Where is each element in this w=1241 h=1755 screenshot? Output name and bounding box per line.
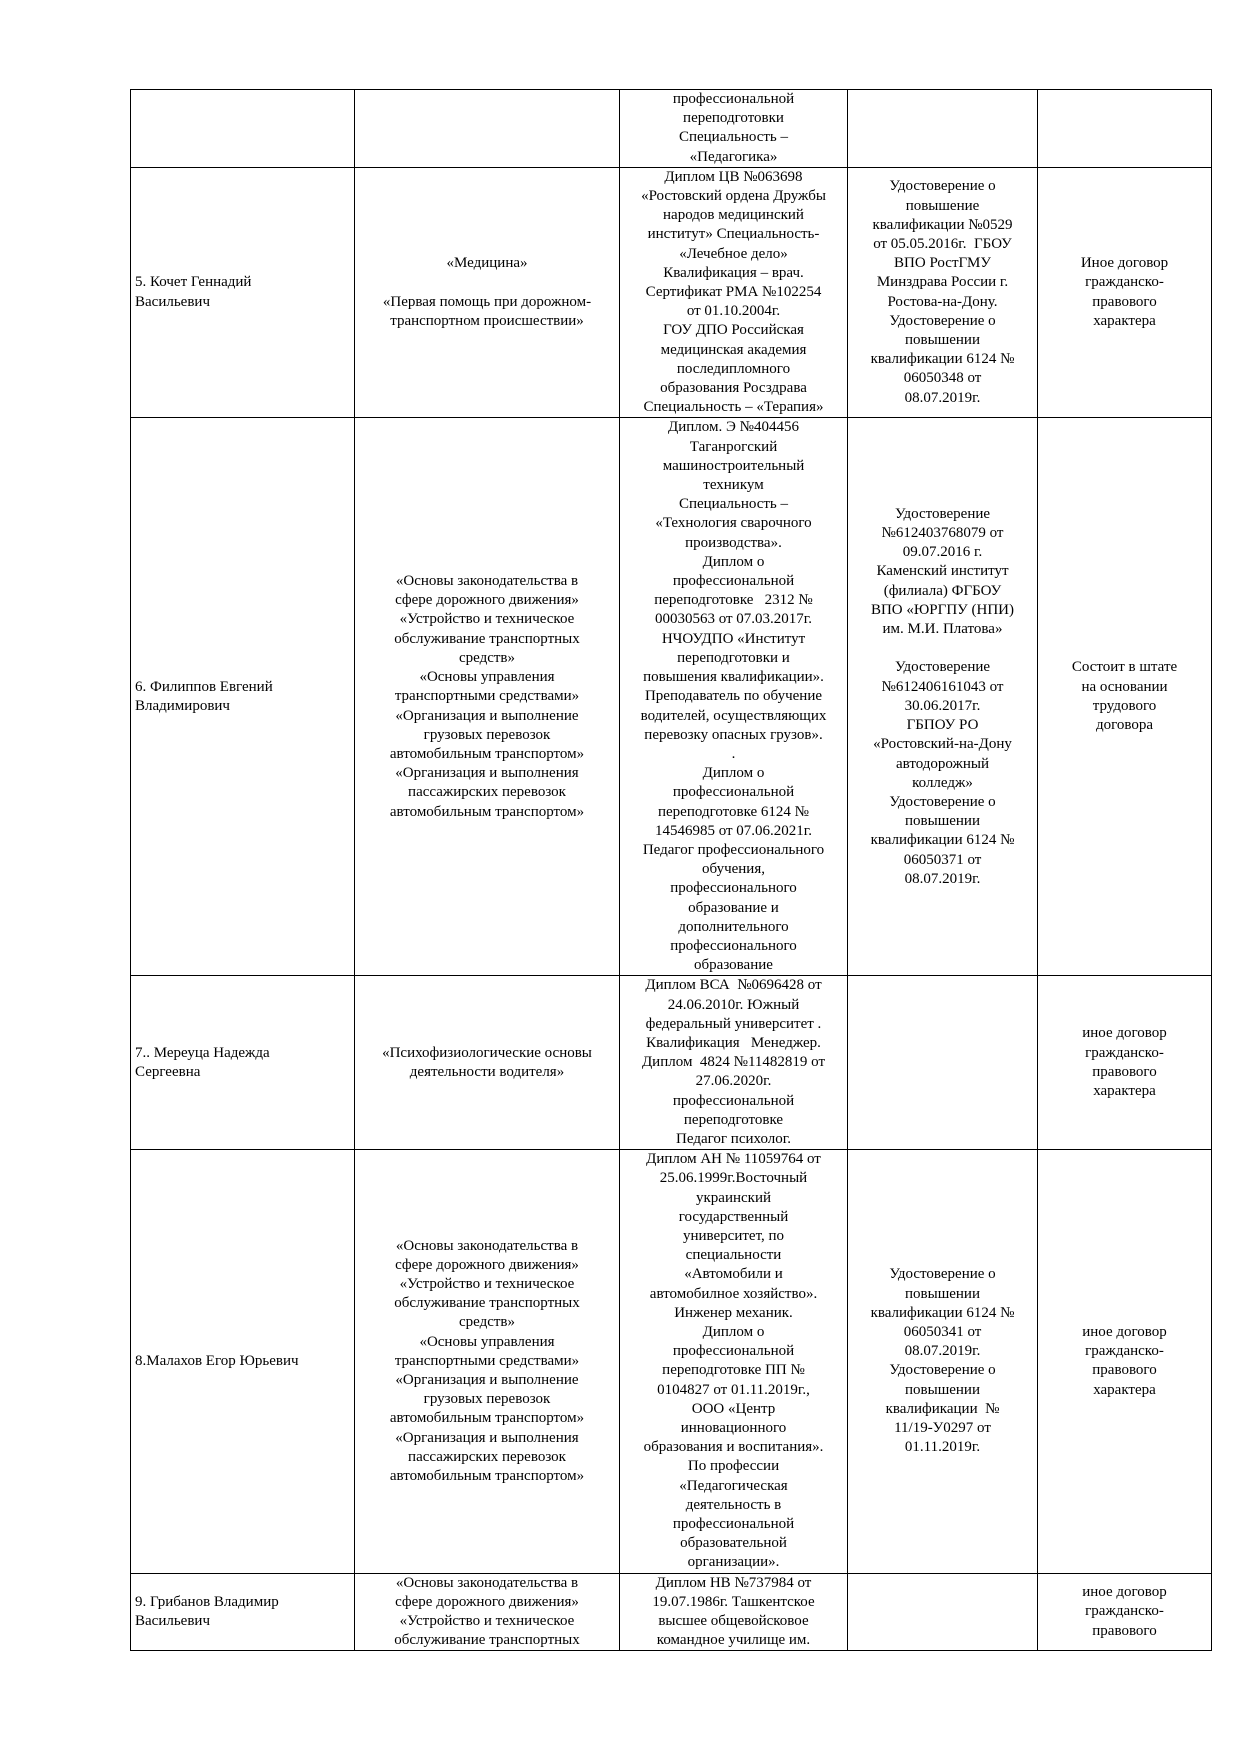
cell-text-line: 08.07.2019г.: [904, 870, 981, 887]
cell-text-line: правового: [1092, 1622, 1157, 1639]
cell-text-line: «Основы управления: [419, 669, 555, 686]
cell-text-line: гражданско-: [1085, 1343, 1164, 1360]
cell-text-line: федеральный университет .: [645, 1015, 822, 1032]
cell-text-line: профессиональной: [672, 784, 795, 801]
cell-text-line: автомобильным транспортом»: [389, 803, 585, 820]
cell-text-line: обслуживание транспортных: [394, 1295, 580, 1312]
cell-text-line: автомобилное хозяйство».: [649, 1285, 818, 1302]
cell-text-line: транспортными средствами»: [394, 1352, 580, 1369]
cell-text-line: на основании: [1081, 678, 1168, 695]
cell-text-line: 06050348 от: [903, 370, 982, 387]
cell-text-line: «Психофизиологические основы: [382, 1044, 592, 1061]
employment-cell: [1038, 90, 1212, 168]
cell-text-line: Васильевич: [135, 1613, 210, 1630]
cell-text-line: Педагог профессионального: [642, 841, 825, 858]
cell-text-line: 7.. Мереуца Надежда: [135, 1044, 270, 1061]
cell-text-line: профессионального: [670, 937, 797, 954]
cell-text-line: Преподаватель по обучение: [644, 688, 823, 705]
cell-text-line: образования Росздрава: [660, 380, 807, 397]
cell-text-line: Ростова-на-Дону.: [887, 293, 998, 310]
cell-text-line: повышении: [905, 813, 980, 830]
education-cell: [620, 90, 848, 168]
cell-text-line: 08.07.2019г.: [904, 389, 981, 406]
cell-text-line: образование: [694, 957, 773, 974]
cell-text-line: «Организация и выполнение: [395, 707, 579, 724]
cell-text-line: №612406161043 от: [881, 678, 1004, 695]
cell-text-line: Специальность –: [678, 129, 789, 146]
education-cell: [620, 1150, 848, 1573]
cell-text-line: переподготовки и: [677, 649, 790, 666]
cell-text-line: «Педагогическая: [679, 1477, 788, 1494]
cell-text-line: Состоит в штате: [1071, 659, 1178, 676]
cell-text-line: квалификации №: [885, 1400, 1000, 1417]
teacher-name-cell: [131, 418, 355, 976]
cell-text-line: сфере дорожного движения»: [395, 1593, 579, 1610]
cell-text-line: перевозку опасных грузов».: [644, 726, 823, 743]
cell-text-line: Удостоверение о: [889, 1362, 996, 1379]
cell-text-line: ВПО РостГМУ: [894, 255, 991, 272]
cell-text-line: пассажирских перевозок: [408, 1448, 566, 1465]
cell-text-line: Диплом о: [702, 765, 765, 782]
cell-text-line: Удостоверение о: [889, 1266, 996, 1283]
subjects-cell: [355, 976, 620, 1150]
cell-text-line: «Устройство и техническое: [399, 1613, 575, 1630]
cell-text-line: 8.Малахов Егор Юрьевич: [135, 1352, 299, 1369]
cell-text-line: транспортными средствами»: [394, 688, 580, 705]
cell-text-line: переподготовке 6124 №: [658, 803, 809, 820]
teacher-name-cell: [131, 167, 355, 418]
employment-cell: [1038, 1150, 1212, 1573]
cell-text-line: колледж»: [912, 774, 973, 791]
cell-text-line: водителей, осуществляющих: [640, 707, 827, 724]
cell-text-line: автомобильным транспортом»: [389, 745, 585, 762]
cell-text-line: «Основы законодательства в: [395, 573, 579, 590]
subjects-cell: [355, 1150, 620, 1573]
table-row: [131, 167, 1212, 418]
cell-text-line: Диплом о: [702, 553, 765, 570]
cell-text-line: «Лечебное дело»: [679, 245, 788, 262]
subjects-cell: [355, 90, 620, 168]
cell-text-line: [359, 273, 615, 292]
cell-text-line: переподготовке: [683, 1111, 784, 1128]
qualification-cell: [848, 90, 1038, 168]
cell-text-line: профессиональной: [672, 1516, 795, 1533]
cell-text-line: 09.07.2016 г.: [902, 544, 983, 561]
cell-text-line: сфере дорожного движения»: [395, 1256, 579, 1273]
cell-text-line: иное договор: [1082, 1324, 1167, 1340]
cell-text-line: профессиональной: [672, 1092, 795, 1109]
table-row: [131, 976, 1212, 1150]
cell-text-line: автомобильным транспортом»: [389, 1410, 585, 1427]
cell-text-line: характера: [1093, 312, 1156, 329]
cell-text-line: Иное договор: [1080, 255, 1169, 272]
cell-text-line: правового: [1092, 1063, 1157, 1080]
table-row: [131, 1150, 1212, 1573]
education-cell: [620, 167, 848, 418]
subjects-cell: [355, 418, 620, 976]
cell-text-line: Каменский институт: [876, 563, 1009, 580]
cell-text-line: повышение: [905, 197, 980, 214]
cell-text-line: транспортном происшествии»: [390, 312, 584, 329]
table-row: [131, 90, 1212, 168]
cell-text-line: профессиональной: [672, 91, 795, 107]
cell-text-line: Диплом о: [702, 1324, 765, 1340]
cell-text-line: грузовых перевозок: [423, 1391, 551, 1408]
cell-text-line: 14546985 от 07.06.2021г.: [654, 822, 813, 839]
cell-text-line: 19.07.1986г. Ташкентское: [652, 1593, 815, 1610]
cell-text-line: средств»: [458, 1314, 516, 1331]
cell-text-line: деятельность в: [685, 1496, 782, 1513]
cell-text-line: Диплом АН № 11059764 от: [646, 1151, 821, 1168]
cell-text-line: организации».: [687, 1554, 780, 1571]
cell-text-line: повышении: [905, 1285, 980, 1302]
cell-text-line: 25.06.1999г.Восточный: [659, 1170, 808, 1187]
cell-text-line: обслуживание транспортных: [394, 630, 580, 647]
cell-text-line: Сергеевна: [135, 1063, 201, 1080]
cell-text-line: обучения,: [702, 861, 765, 878]
cell-text-line: «Организация и выполнения: [395, 765, 579, 782]
employment-cell: [1038, 418, 1212, 976]
cell-text-line: Диплом ВСА №0696428 от: [645, 977, 822, 994]
cell-text-line: ГОУ ДПО Российская: [663, 322, 804, 339]
cell-text-line: профессиональной: [672, 1343, 795, 1360]
cell-text-line: профессионального: [670, 880, 797, 897]
cell-text-line: характера: [1093, 1082, 1156, 1099]
cell-text-line: гражданско-: [1085, 1603, 1164, 1620]
cell-text-line: образования и воспитания».: [643, 1439, 824, 1456]
cell-text-line: переподготовке 2312 №: [654, 592, 813, 609]
employment-cell: [1038, 1573, 1212, 1651]
cell-text-line: Диплом. Э №404456: [668, 419, 799, 436]
cell-text-line: [852, 639, 1033, 658]
cell-text-line: от 01.10.2004г.: [686, 303, 781, 320]
cell-text-line: гражданско-: [1085, 1044, 1164, 1061]
cell-text-line: повышения квалификации».: [643, 669, 824, 686]
staff-table: [130, 89, 1212, 1651]
cell-text-line: 11/19-У0297 от: [894, 1420, 991, 1437]
cell-text-line: 24.06.2010г. Южный: [667, 996, 800, 1013]
cell-text-line: ООО «Центр: [691, 1400, 776, 1417]
cell-text-line: образовательной: [680, 1535, 787, 1552]
cell-text-line: Удостоверение о: [889, 178, 996, 195]
cell-text-line: Васильевич: [135, 293, 210, 310]
employment-cell: [1038, 167, 1212, 418]
cell-text-line: Педагог психолог.: [676, 1130, 791, 1147]
cell-text-line: деятельности водителя»: [409, 1063, 565, 1080]
cell-text-line: инновационного: [680, 1420, 787, 1437]
cell-text-line: специальности: [685, 1247, 782, 1264]
table-row: [131, 418, 1212, 976]
cell-text-line: Удостоверение о: [889, 312, 996, 329]
qualification-cell: [848, 418, 1038, 976]
cell-text-line: пассажирских перевозок: [408, 784, 566, 801]
cell-text-line: «Ростовский-на-Дону: [873, 736, 1012, 753]
cell-text-line: средств»: [458, 649, 516, 666]
cell-text-line: образование и: [688, 899, 779, 916]
cell-text-line: «Устройство и техническое: [399, 1275, 575, 1292]
cell-text-line: «Педагогика»: [689, 148, 778, 165]
cell-text-line: «Устройство и техническое: [399, 611, 575, 628]
education-cell: [620, 418, 848, 976]
cell-text-line: Владимирович: [135, 697, 230, 714]
cell-text-line: повышении: [905, 1381, 980, 1398]
cell-text-line: «Организация и выполнения: [395, 1429, 579, 1446]
cell-text-line: Таганрогский: [689, 438, 778, 455]
cell-text-line: народов медицинский: [663, 207, 804, 224]
cell-text-line: повышении: [905, 332, 980, 349]
cell-text-line: институт» Специальность-: [647, 226, 820, 243]
cell-text-line: обслуживание транспортных: [394, 1632, 580, 1649]
cell-text-line: медицинская академия: [660, 341, 807, 358]
cell-text-line: 30.06.2017г.: [904, 697, 981, 714]
cell-text-line: №612403768079 от: [881, 525, 1004, 542]
cell-text-line: им. М.И. Платова»: [882, 621, 1003, 638]
cell-text-line: автодорожный: [895, 755, 990, 772]
cell-text-line: Минздрава России г.: [876, 274, 1009, 291]
cell-text-line: техникум: [703, 477, 764, 494]
cell-text-line: ВПО «ЮРГПУ (НПИ): [870, 601, 1015, 618]
cell-text-line: профессиональной: [672, 573, 795, 590]
cell-text-line: университет, по: [682, 1227, 785, 1244]
cell-text-line: «Основы законодательства в: [395, 1237, 579, 1254]
subjects-cell: [355, 167, 620, 418]
cell-text-line: Диплом НВ №737984 от: [655, 1574, 812, 1591]
cell-text-line: машиностроительный: [662, 457, 805, 474]
cell-text-line: грузовых перевозок: [423, 726, 551, 743]
cell-text-line: Диплом 4824 №11482819 от: [641, 1054, 826, 1071]
cell-text-line: ГБПОУ РО: [906, 717, 979, 734]
cell-text-line: Удостоверение: [894, 505, 991, 522]
cell-text-line: Инженер механик.: [674, 1304, 793, 1321]
cell-text-line: «Основы управления: [419, 1333, 555, 1350]
cell-text-line: Специальность – «Терапия»: [643, 399, 824, 416]
qualification-cell: [848, 1150, 1038, 1573]
cell-text-line: последипломного: [676, 360, 791, 377]
cell-text-line: Сертификат РМА №102254: [645, 284, 822, 301]
cell-text-line: украинский: [696, 1189, 771, 1206]
cell-text-line: квалификации 6124 №: [870, 832, 1015, 849]
qualification-cell: [848, 1573, 1038, 1651]
teacher-name-cell: [131, 1573, 355, 1651]
cell-text-line: договора: [1095, 717, 1154, 734]
cell-text-line: квалификации 6124 №: [870, 351, 1015, 368]
cell-text-line: переподготовке ПП №: [662, 1362, 805, 1379]
cell-text-line: «Автомобили и: [684, 1266, 783, 1283]
cell-text-line: командное училище им.: [656, 1632, 811, 1649]
table-row: [131, 1573, 1212, 1651]
cell-text-line: Квалификация – врач.: [663, 264, 804, 281]
cell-text-line: квалификации 6124 №: [870, 1304, 1015, 1321]
teacher-name-cell: [131, 90, 355, 168]
qualification-cell: [848, 976, 1038, 1150]
cell-text-line: «Первая помощь при дорожном-: [382, 293, 592, 310]
cell-text-line: дополнительного: [678, 918, 789, 935]
education-cell: [620, 1573, 848, 1651]
cell-text-line: .: [731, 745, 736, 762]
cell-text-line: характера: [1093, 1381, 1156, 1398]
cell-text-line: иное договор: [1082, 1584, 1167, 1601]
cell-text-line: автомобильным транспортом»: [389, 1468, 585, 1485]
cell-text-line: «Технология сварочного: [655, 515, 812, 532]
cell-text-line: 27.06.2020г.: [695, 1073, 772, 1090]
employment-cell: [1038, 976, 1212, 1150]
cell-text-line: сфере дорожного движения»: [395, 592, 579, 609]
cell-text-line: высшее общевойсковое: [658, 1613, 809, 1630]
staff-table-body: [131, 90, 1212, 1651]
cell-text-line: от 05.05.2016г. ГБОУ: [873, 236, 1012, 253]
cell-text-line: государственный: [678, 1208, 789, 1225]
cell-text-line: Квалификация Менеджер.: [646, 1034, 821, 1051]
cell-text-line: 5. Кочет Геннадий: [135, 274, 252, 291]
cell-text-line: Специальность –: [678, 496, 789, 513]
teacher-name-cell: [131, 1150, 355, 1573]
cell-text-line: квалификации №0529: [872, 216, 1013, 233]
cell-text-line: (филиала) ФГБОУ: [883, 582, 1002, 599]
cell-text-line: гражданско-: [1085, 274, 1164, 291]
cell-text-line: НЧОУДПО «Институт: [661, 630, 806, 647]
cell-text-line: 00030563 от 07.03.2017г.: [654, 611, 813, 628]
cell-text-line: Удостоверение о: [889, 793, 996, 810]
cell-text-line: «Медицина»: [446, 255, 528, 272]
cell-text-line: «Организация и выполнение: [395, 1372, 579, 1388]
teacher-name-cell: [131, 976, 355, 1150]
cell-text-line: трудового: [1092, 697, 1157, 714]
cell-text-line: правового: [1092, 293, 1157, 310]
cell-text-line: Диплом ЦВ №063698: [664, 168, 803, 185]
cell-text-line: 6. Филиппов Евгений: [135, 678, 273, 695]
cell-text-line: переподготовки: [683, 110, 784, 127]
qualification-cell: [848, 167, 1038, 418]
cell-text-line: 06050341 от: [903, 1324, 982, 1340]
education-cell: [620, 976, 848, 1150]
cell-text-line: По профессии: [687, 1458, 780, 1475]
cell-text-line: 06050371 от: [903, 851, 982, 868]
cell-text-line: 08.07.2019г.: [904, 1343, 981, 1360]
cell-text-line: «Ростовский ордена Дружбы: [641, 188, 826, 205]
cell-text-line: 0104827 от 01.11.2019г.,: [657, 1381, 810, 1398]
cell-text-line: 01.11.2019г.: [904, 1439, 981, 1456]
cell-text-line: 9. Грибанов Владимир: [135, 1593, 279, 1610]
cell-text-line: «Основы законодательства в: [395, 1574, 579, 1591]
cell-text-line: правового: [1092, 1362, 1157, 1379]
subjects-cell: [355, 1573, 620, 1651]
cell-text-line: производства».: [685, 534, 782, 551]
cell-text-line: иное договор: [1082, 1025, 1167, 1042]
cell-text-line: Удостоверение: [894, 659, 991, 676]
